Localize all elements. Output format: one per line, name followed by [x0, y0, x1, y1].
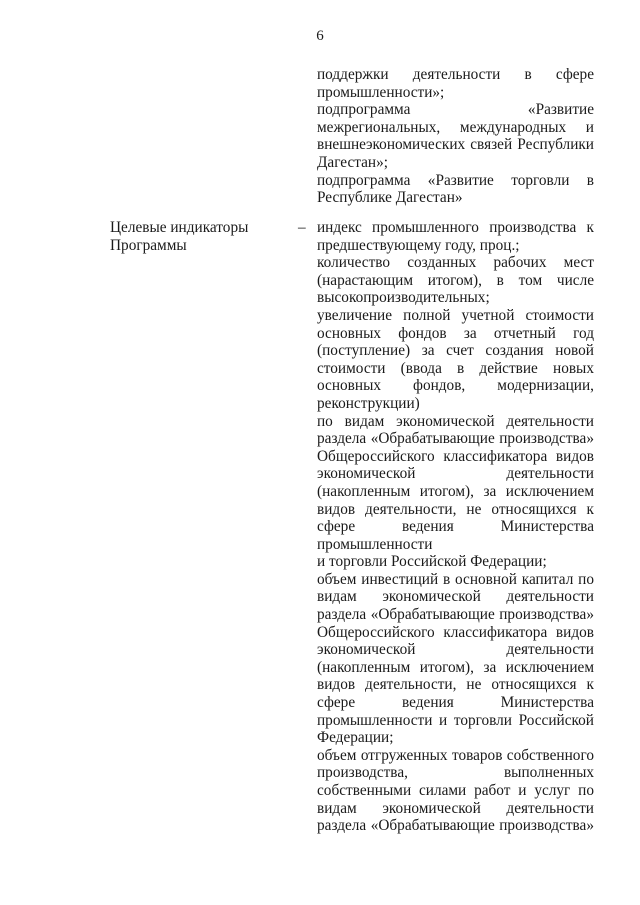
- indicator-line: по видам экономической деятельности: [317, 412, 594, 430]
- subprogram-line: подпрограмма «Развитие торговли в: [317, 171, 594, 189]
- target-indicators-label: [110, 219, 280, 254]
- subprogram-line: Дагестан»;: [317, 153, 389, 171]
- indicator-line: основных фондов за отчетный год: [317, 324, 594, 342]
- indicator-line: Общероссийского классификатора видов: [317, 623, 594, 641]
- indicator-line: раздела «Обрабатывающие производства»: [317, 606, 594, 624]
- indicator-line: сфере ведения Министерства: [317, 694, 594, 712]
- subprogram-line: поддержки деятельности в сфере: [317, 66, 594, 83]
- indicator-line: собственными силами работ и услуг по: [317, 782, 594, 799]
- indicator-line: объем инвестиций в основной капитал по: [317, 570, 594, 588]
- indicator-line: (накопленным итогом), за исключением: [317, 658, 594, 676]
- subprograms-continuation: [317, 66, 594, 207]
- subprogram-line: подпрограмма «Развитие: [317, 101, 594, 119]
- indicator-line: видов деятельности, не относящихся к: [317, 676, 594, 694]
- subprogram-line: межрегиональных, международных и: [317, 118, 594, 136]
- target-indicators-list: [317, 219, 594, 835]
- indicator-line: видам экономической деятельности: [317, 799, 594, 817]
- subprogram-line: внешнеэкономических связей Республики: [317, 136, 594, 154]
- indicator-line: промышленности и торговли Российской: [317, 711, 594, 729]
- indicator-line: видов деятельности, не относящихся к: [317, 500, 594, 518]
- indicator-line: (накопленным итогом), за исключением: [317, 482, 594, 500]
- indicator-line: Федерации;: [317, 729, 394, 747]
- indicator-line: стоимости (ввода в действие новых: [317, 359, 594, 377]
- indicator-line: раздела «Обрабатывающие производства»: [317, 817, 594, 835]
- label-line: Программы: [110, 236, 187, 254]
- indicator-line: объем отгруженных товаров собственного: [317, 746, 594, 764]
- row-dash: –: [298, 219, 306, 236]
- indicator-line: Общероссийского классификатора видов: [317, 447, 594, 465]
- indicator-line: количество созданных рабочих мест: [317, 254, 594, 272]
- indicator-line: производства, выполненных: [317, 764, 594, 782]
- label-line: Целевые индикаторы: [110, 219, 249, 236]
- subprogram-line: Республике Дагестан»: [317, 189, 463, 207]
- indicator-line: промышленности: [317, 535, 433, 553]
- indicator-line: высокопроизводительных;: [317, 289, 490, 307]
- indicator-line: экономической деятельности: [317, 465, 594, 483]
- page-number: 6: [316, 28, 324, 44]
- indicator-line: предшествующему году, проц.;: [317, 236, 520, 254]
- indicator-line: увеличение полной учетной стоимости: [317, 306, 594, 324]
- indicator-line: экономической деятельности: [317, 641, 594, 659]
- indicator-line: индекс промышленного производства к: [317, 219, 594, 236]
- indicator-line: видам экономической деятельности: [317, 588, 594, 606]
- indicator-line: раздела «Обрабатывающие производства»: [317, 430, 594, 448]
- indicator-line: (нарастающим итогом), в том числе: [317, 271, 594, 289]
- indicator-line: основных фондов, модернизации,: [317, 377, 594, 395]
- indicator-line: и торговли Российской Федерации;: [317, 553, 547, 571]
- subprogram-line: промышленности»;: [317, 83, 445, 101]
- indicator-line: сфере ведения Министерства: [317, 518, 594, 536]
- indicator-line: (поступление) за счет создания новой: [317, 342, 594, 360]
- indicator-line: реконструкции): [317, 394, 420, 412]
